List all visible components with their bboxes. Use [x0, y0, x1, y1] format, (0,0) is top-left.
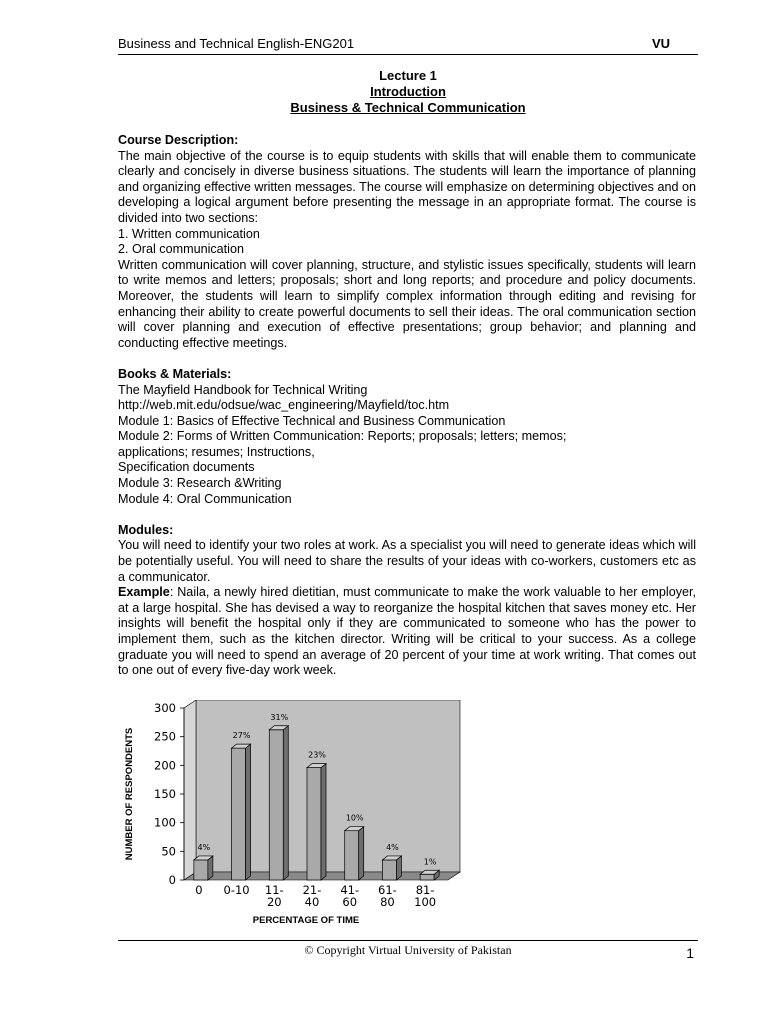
written-communication-paragraph: Written communication will cover planning, structure, and stylistic issues specifically, students will learn to write memos and letters; proposals; short and long reports; and procedure and policy documents. Moreover, the students will learn to simplify complex information through editing and revising for enhancing their ability to create powerful documents to sell their ideas. The oral communication section will cover planning and execution of effective presentations; group behavior; and planning and conducting effective meetings.: [118, 257, 696, 350]
bar: [269, 730, 283, 880]
book-line: Module 3: Research &Writing: [118, 476, 282, 491]
lecture-number: Lecture 1: [379, 68, 437, 83]
course-title: Business and Technical English-ENG201: [118, 36, 355, 51]
bar-side: [359, 827, 364, 880]
x-tick-label: 0-10: [223, 883, 250, 897]
x-tick-label: 21-: [302, 883, 322, 897]
example-label: Example: [118, 585, 170, 600]
bar-side: [283, 726, 288, 880]
x-axis-title: PERCENTAGE OF TIME: [252, 915, 360, 926]
bar-data-label: 1%: [423, 857, 437, 867]
x-tick-label: 80: [380, 895, 395, 909]
book-line: The Mayfield Handbook for Technical Writing: [118, 382, 368, 397]
subject-heading: Business & Technical Communication: [290, 100, 526, 115]
x-tick-label: 11-: [264, 883, 284, 897]
y-tick-label: 200: [154, 758, 176, 773]
bar: [194, 860, 208, 880]
y-tick-label: 100: [154, 815, 176, 830]
book-line: Module 2: Forms of Written Communication: Reports; proposals; letters; memos;: [118, 429, 567, 444]
bar: [420, 874, 434, 880]
section-item: 1. Written communication: [118, 226, 260, 241]
document-body: [118, 133, 696, 679]
page-header: [118, 36, 698, 55]
page-footer: [118, 940, 698, 961]
y-tick-label: 300: [154, 701, 176, 715]
course-description-heading: Course Description:: [118, 133, 239, 147]
vu-brand: VU: [651, 36, 670, 51]
example-paragraph: [118, 585, 696, 679]
book-line: Module 4: Oral Communication: [118, 491, 292, 506]
x-tick-label: 81-: [415, 883, 435, 897]
book-url: http://web.mit.edu/odsue/wac_engineering/Mayfield/toc.htm: [118, 398, 450, 413]
books-heading: Books & Materials:: [118, 366, 232, 381]
writing-time-chart: [118, 700, 468, 928]
bar-data-label: 27%: [232, 731, 251, 741]
modules-heading: Modules:: [118, 522, 174, 537]
bar-data-label: 10%: [345, 813, 364, 823]
bar-data-label: 4%: [197, 842, 211, 852]
x-tick-label: 60: [342, 895, 358, 909]
x-tick-label: 20: [266, 895, 282, 909]
course-description-paragraph: The main objective of the course is to equip students with skills that will enable them to communicate clearly and concisely in diverse business situations. The students will learn the importance of planning and organizing effective written messages. The course will emphasize on determining objectives and on developing a logical argument before presenting the message in an appropriate format. The course is divided into two sections:: [118, 148, 696, 225]
chart-side-wall: [184, 700, 196, 880]
modules-paragraph: You will need to identify your two roles at work. As a specialist you will need to generate ideas which will be potentially useful. You will need to share the results of your ideas with co-workers, customers etc as a communicator.: [118, 538, 696, 584]
bar: [382, 860, 396, 880]
copyright-notice: © Copyright Virtual University of Pakistan: [304, 943, 512, 957]
intro-heading: Introduction: [370, 84, 446, 99]
bar-data-label: 4%: [386, 842, 399, 852]
y-tick-label: 150: [154, 787, 176, 801]
page-number: 1: [686, 945, 694, 961]
bar-data-label: 23%: [308, 750, 326, 760]
x-tick-label: 61-: [378, 883, 397, 897]
bar-side: [321, 764, 326, 880]
bar: [307, 768, 321, 880]
book-line: Module 1: Basics of Effective Technical and Business Communication: [118, 413, 506, 428]
bar-side: [246, 744, 251, 880]
x-tick-label: 41-: [340, 883, 360, 897]
book-line: Specification documents: [118, 460, 255, 475]
y-tick-label: 50: [161, 844, 176, 859]
x-tick-label: 0: [195, 883, 203, 897]
bar-data-label: 31%: [270, 712, 289, 722]
lecture-titles: [118, 68, 698, 116]
bar: [232, 748, 246, 880]
x-tick-label: 40: [304, 895, 320, 909]
bar: [345, 831, 359, 880]
x-tick-label: 100: [414, 895, 437, 909]
example-text: : Naila, a newly hired dietitian, must communicate to make the work valuable to her employer, at a large hospital. She has devised a way to reorganize the hospital kitchen that saves money etc. Her insights will benefit the hospital only if they are communicated to someone who has the power to implement them, such as the kitchen director. Writing will be critical to your success. As a college graduate you will need to spend an average of 20 percent of your time at work writing. That comes out to one out of every five-day work week.: [118, 585, 696, 678]
section-item: 2. Oral communication: [118, 242, 244, 257]
book-line: applications; resumes; Instructions,: [118, 444, 315, 459]
y-axis-title: NUMBER OF RESPONDENTS: [124, 727, 135, 861]
y-tick-label: 250: [154, 729, 176, 744]
y-tick-label: 0: [168, 873, 176, 887]
